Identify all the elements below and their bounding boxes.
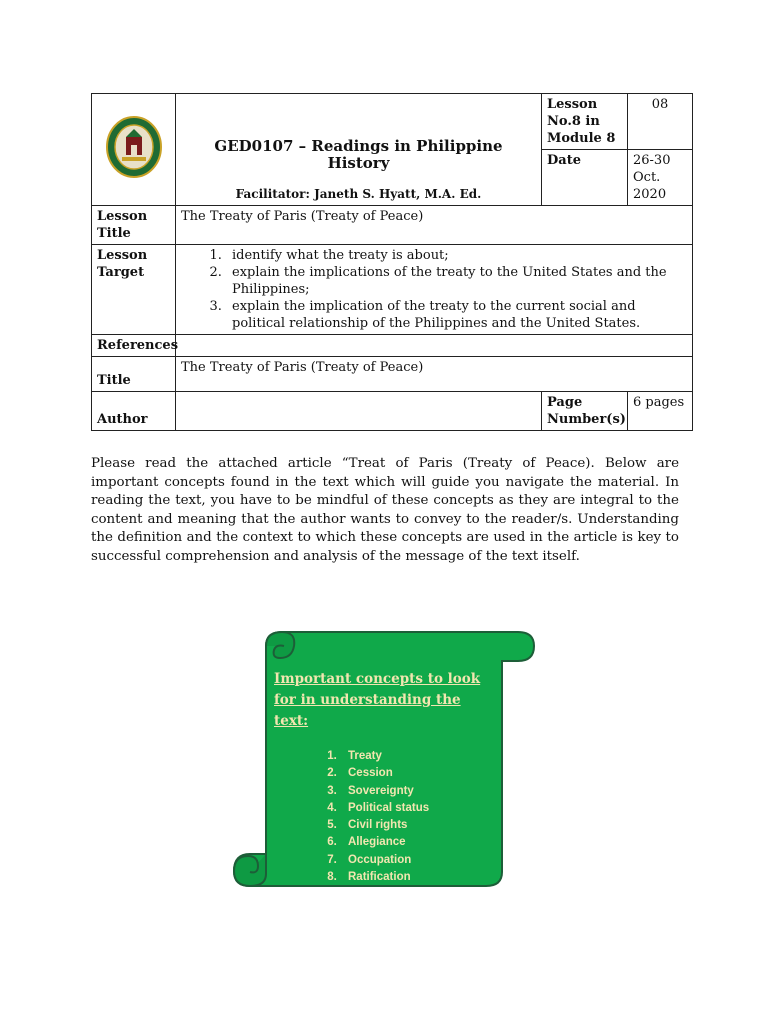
lesson-target-item: 1. identify what the treaty is about; bbox=[226, 247, 687, 264]
concept-item: 3. Sovereignty bbox=[340, 783, 494, 800]
author-label: Author bbox=[92, 392, 176, 431]
lesson-target-item: 3. explain the implication of the treaty to the current social and political relationship of the Philippines and the United States. bbox=[226, 298, 687, 332]
concept-item: 7. Occupation bbox=[340, 852, 494, 869]
concept-item: 2. Cession bbox=[340, 765, 494, 782]
concept-item: 6. Allegiance bbox=[340, 834, 494, 851]
lesson-title-label: Lesson Title bbox=[92, 206, 176, 245]
concepts-heading: Important concepts to look for in understanding the text: bbox=[274, 671, 481, 729]
scroll-content bbox=[274, 669, 494, 886]
page-numbers-label: Page Number(s) bbox=[542, 392, 628, 431]
course-title: GED0107 – Readings in Philippine History bbox=[214, 137, 503, 172]
university-seal-icon bbox=[105, 115, 163, 179]
lesson-number-label: Lesson No.8 in Module 8 bbox=[542, 94, 628, 150]
lesson-target-label: Lesson Target bbox=[92, 245, 176, 335]
references-label: References bbox=[92, 335, 176, 357]
author-value bbox=[176, 392, 542, 431]
concepts-scroll bbox=[228, 624, 540, 892]
concepts-list bbox=[274, 748, 494, 886]
date-value: 26-30 Oct. 2020 bbox=[628, 150, 693, 206]
concept-item: 1. Treaty bbox=[340, 748, 494, 765]
date-label: Date bbox=[542, 150, 628, 206]
lesson-target-item: 2. explain the implications of the treaty to the United States and the Philippines; bbox=[226, 264, 687, 298]
lesson-targets-list bbox=[181, 247, 687, 332]
reference-title-label: Title bbox=[92, 357, 176, 392]
page-numbers-value: 6 pages bbox=[628, 392, 693, 431]
logo-cell bbox=[92, 94, 176, 206]
references-value bbox=[176, 335, 693, 357]
reference-title: The Treaty of Paris (Treaty of Peace) bbox=[176, 357, 693, 392]
facilitator: Facilitator: Janeth S. Hyatt, M.A. Ed. bbox=[235, 187, 482, 201]
lesson-header-table bbox=[91, 93, 693, 431]
intro-paragraph: Please read the attached article “Treat of Paris (Treaty of Peace). Below are important concepts found in the text which will guide you navigate the material. In reading the text, you have to be mindful of these concepts as they are integral to the content and meaning that the author wants to convey to the reader/s. Understanding the definition and the context to which these concepts are used in the article is key to successful comprehension and analysis of the message of the text itself. bbox=[91, 456, 679, 564]
title-cell bbox=[176, 94, 542, 206]
lesson-targets-cell bbox=[176, 245, 693, 335]
concept-item: 4. Political status bbox=[340, 800, 494, 817]
lesson-title: The Treaty of Paris (Treaty of Peace) bbox=[176, 206, 693, 245]
concept-item: 8. Ratification bbox=[340, 869, 494, 886]
lesson-number: 08 bbox=[628, 94, 693, 150]
concept-item: 5. Civil rights bbox=[340, 817, 494, 834]
